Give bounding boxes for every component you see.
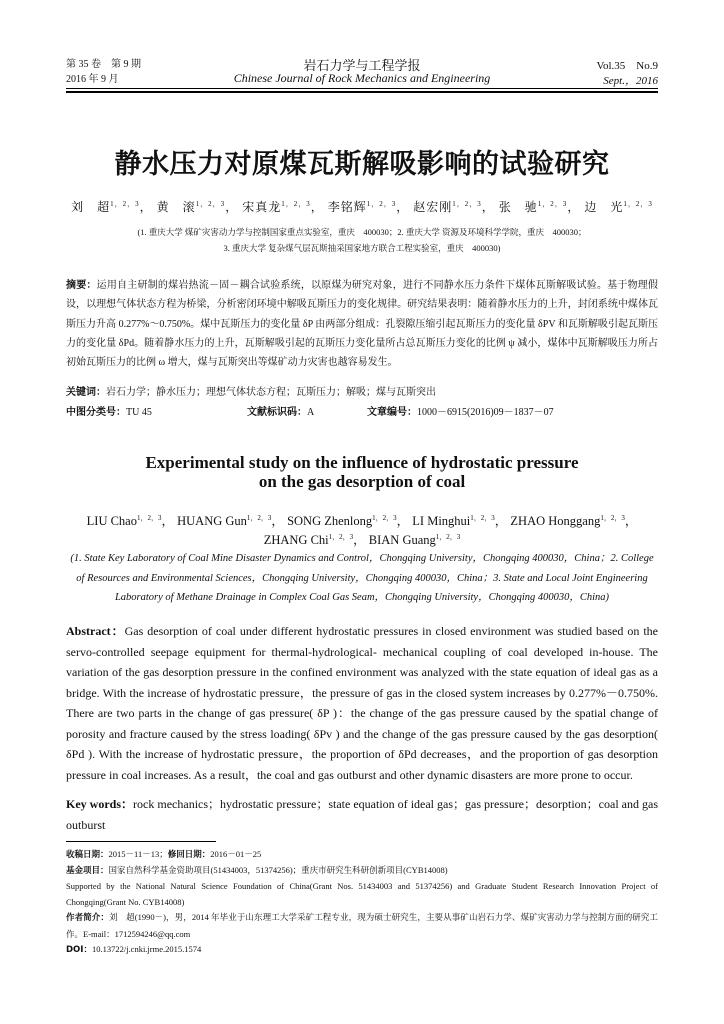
author-list-en-line2 — [0, 530, 724, 548]
author-en: BIAN Guang$^{1,2,3}$ — [368, 532, 461, 547]
keywords-cn-text: 岩石力学；静水压力；理想气体状态方程；瓦斯压力；解吸；煤与瓦斯突出 — [106, 387, 436, 398]
doi: DOI：10.13722/j.cnki.jrme.2015.1574 — [66, 944, 202, 955]
affiliation-cn-line1: (1. 重庆大学 煤矿灾害动力学与控制国家重点实验室，重庆 400030；2. 重庆大学 资源及环境科学学院，重庆 400030； — [137, 227, 587, 237]
clc-number: 中图分类号：TU 45 — [66, 407, 152, 418]
volume-issue-cn: 第 35 卷 第 9 期 — [66, 59, 141, 70]
funding-en: Supported by the National Natural Science Foundation of China(Grant Nos. 51434003 and 51374256) and Graduate Student Research Innovation Project of Chongqing(Grant No. CYB14008) — [66, 881, 658, 907]
journal-name-cn: 岩石力学与工程学报 — [303, 58, 421, 73]
received-dates: 收稿日期：2015－11－13；修回日期：2016－01－25 — [66, 849, 262, 860]
paper-title-en: Experimental study on the influence of hydrostatic pressure on the gas desorption of coal — [145, 453, 579, 491]
author-list-cn — [0, 198, 724, 215]
abstract-en-text: Gas desorption of coal under different hydrostatic pressures in closed environment was studied based on the servo-controlled seepage equipment for thermal-hydrological- mechanical coupling of coal developed in-house. The variation of the gas desorption pressure in the confined environment was analyzed with the state equation of ideal gas as a bridge. With the increase of hydrostatic pressure，the pressure of gas in the closed system increases by 0.277%－0.750%. There are two parts in the change of gas pressure( δP )：the change of the gas pressure caused by the spatial change of porosity and fracture caused by the stress loading( δPv ) and the change of the gas pressure caused by the gas desorption( δPd ). With the increase of hydrostatic pressure，the proportion of δPd decreases，and the proportion of gas desorption pressure in coal increases. As a result，the coal and gas outburst and other dynamic disasters are more prone to occur. — [66, 624, 658, 782]
header-rule-thick — [66, 91, 658, 93]
header-rule-thin — [66, 88, 658, 89]
author-en: LIU Chao$^{1,2,3}$， — [86, 513, 174, 528]
volume-issue-en: Vol.35 No.9 — [596, 60, 658, 72]
author-cn: 赵宏刚$^{1,2,3}$， — [413, 200, 495, 214]
keywords-en-label: Key words： — [66, 797, 134, 811]
author-cn: 边 光$^{1,2,3}$ — [584, 200, 653, 214]
author-en: LI Minghui$^{1,2,3}$， — [412, 513, 508, 528]
abstract-cn-text: 运用自主研制的煤岩热流－固－耦合试验系统，以原煤为研究对象，进行不同静水压力条件下煤体瓦斯解吸试验。基于物理假设，以理想气体状态方程为桥梁，分析密闭环境中解吸瓦斯压力的变化规律。研究结果表明：随着静水压力的上升，封闭系统中煤体瓦斯压力升高 0.277%～0.750%。煤中瓦斯压力的变化量 δP 由两部分组成：孔裂隙压缩引起瓦斯压力的变化量 δPV 和瓦斯解吸引起瓦斯压力的变化量 δPd。随着静水压力的上升，瓦斯解吸引起的瓦斯压力变化量所占总瓦斯压力变化的比例 ψ 减小，煤体中瓦斯解吸压力所占初始瓦斯压力的比例 ω 增大，煤与瓦斯突出等煤矿动力灾害也越容易发生。 — [66, 280, 659, 369]
affiliations-en: (1. State Key Laboratory of Coal Mine Disaster Dynamics and Control，Chongqing University，Chongqing 400030，China；2. College of Resources and Environmental Sciences，Chongqing University，Chongqing 400030，China；3. State and Local Joint Engineering Laboratory of Methane Drainage in Complex Coal Gas Seam，Chongqing University，Chongqing 400030，China) — [70, 553, 654, 603]
article-number: 文章编号：1000－6915(2016)09－1837－07 — [367, 407, 554, 418]
funding-cn: 基金项目：国家自然科学基金资助项目(51434003，51374256)；重庆市研究生科研创新项目(CYB14008) — [66, 865, 448, 876]
author-cn: 李铭辉$^{1,2,3}$， — [327, 200, 410, 214]
author-cn: 张 驰$^{1,2,3}$， — [498, 200, 581, 214]
document-code: 文献标识码：A — [247, 407, 315, 418]
author-en: HUANG Gun$^{1,2,3}$， — [177, 513, 284, 528]
footnote-rule — [66, 841, 216, 842]
author-en: SONG Zhenlong$^{1,2,3}$， — [287, 513, 410, 528]
author-list-en-line1 — [0, 511, 724, 529]
author-cn: 宋真龙$^{1,2,3}$， — [242, 200, 324, 214]
paper-title-cn: 静水压力对原煤瓦斯解吸影响的试验研究 — [114, 149, 610, 180]
author-en: ZHAO Honggang$^{1,2,3}$， — [510, 513, 638, 528]
keywords-cn — [66, 383, 658, 402]
abstract-en-label: Abstract： — [66, 624, 125, 638]
abstract-cn — [66, 276, 658, 372]
author-en: ZHANG Chi$^{1,2,3}$， — [263, 532, 366, 547]
author-bio: 作者简介：刘 超(1990－)，男，2014 年毕业于山东理工大学采矿工程专业，现为硕士研究生，主要从事矿山岩石力学、煤矿灾害动力学与控制方面的研究工作。E-mail：1712594246@qq.com — [66, 912, 658, 939]
keywords-cn-label: 关键词： — [66, 387, 106, 398]
date-en: Sept.，2016 — [603, 75, 658, 87]
date-cn: 2016 年 9 月 — [66, 74, 119, 85]
journal-name-en: Chinese Journal of Rock Mechanics and Engineering — [233, 71, 491, 85]
keywords-en-text: rock mechanics；hydrostatic pressure；state equation of ideal gas；gas pressure；desorption；coal and gas outburst — [66, 797, 659, 832]
keywords-en — [66, 794, 658, 835]
abstract-en — [66, 621, 658, 785]
abstract-cn-label: 摘要： — [66, 280, 97, 291]
author-cn: 黄 滚$^{1,2,3}$， — [156, 200, 239, 214]
affiliation-cn-line2: 3. 重庆大学 复杂煤气层瓦斯抽采国家地方联合工程实验室，重庆 400030) — [223, 243, 501, 253]
author-cn: 刘 超$^{1,2,3}$， — [71, 200, 153, 214]
